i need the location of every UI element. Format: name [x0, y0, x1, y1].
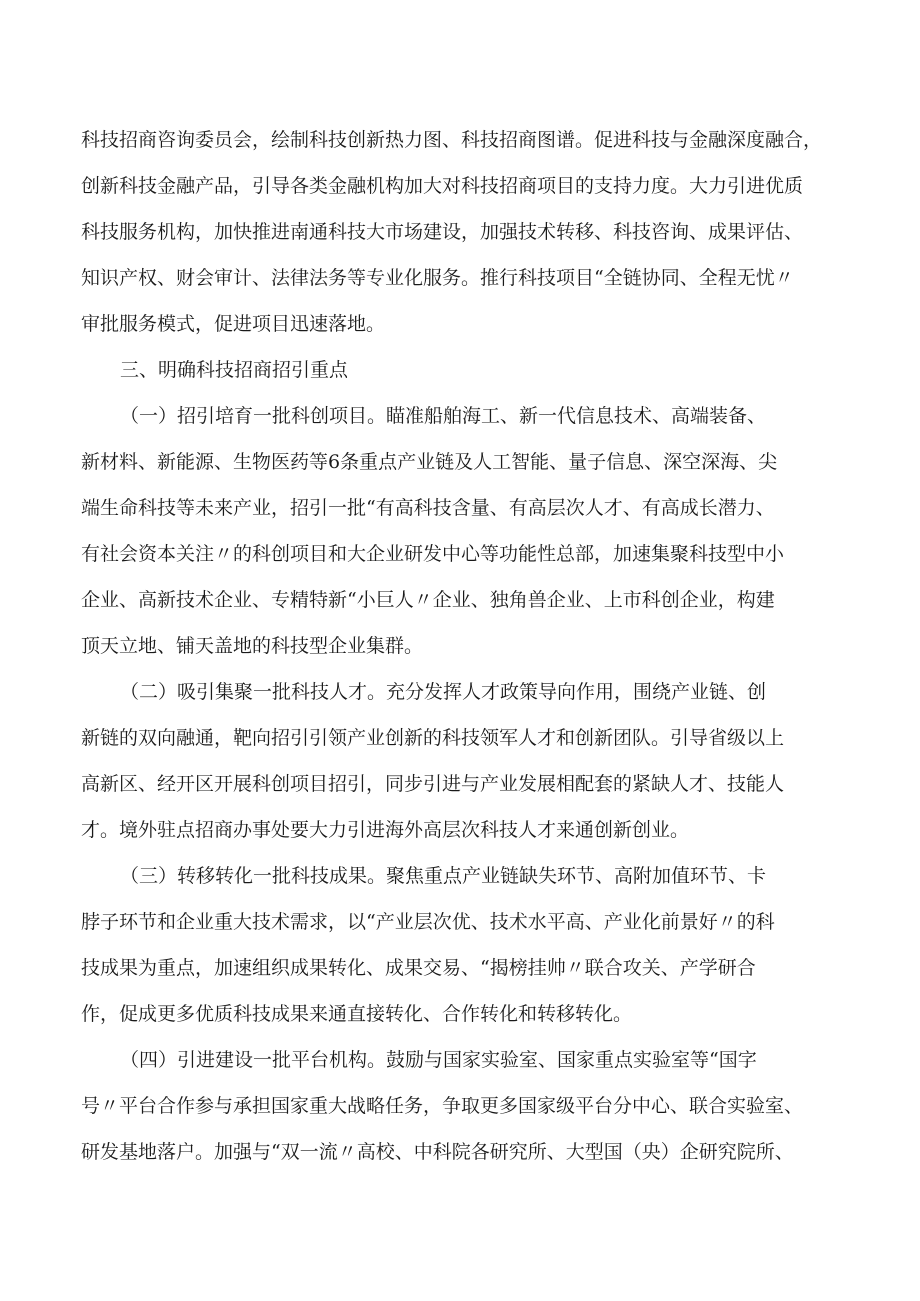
- text-line: 科技招商咨询委员会，绘制科技创新热力图、科技招商图谱。促进科技与金融深度融合，: [81, 129, 823, 151]
- section-heading: 三、明确科技招商招引重点: [120, 359, 349, 381]
- text-line: 研发基地落户。加强与“双一流〃高校、中科院各研究所、大型国（央）企研究院所、: [81, 1141, 794, 1163]
- text-line: 新材料、新能源、生物医药等6条重点产业链及人工智能、量子信息、深空深海、尖: [81, 451, 778, 473]
- text-line: 新链的双向融通，靶向招引引领产业创新的科技领军人才和创新团队。引导省级以上: [81, 727, 785, 749]
- text-line: 创新科技金融产品，引导各类金融机构加大对科技招商项目的支持力度。大力引进优质: [81, 175, 804, 197]
- text-line: 端生命科技等未来产业，招引一批“有高科技含量、有高层次人才、有高成长潜力、: [81, 497, 775, 519]
- text-line: 企业、高新技术企业、专精特新“小巨人〃企业、独角兽企业、上市科创企业，构建: [81, 589, 775, 611]
- paragraph-start-line: （四）引进建设一批平台机构。鼓励与国家实验室、国家重点实验室等“国字: [120, 1049, 757, 1071]
- text-line: 有社会资本关注〃的科创项目和大企业研发中心等功能性总部，加速集聚科技型中小: [81, 543, 785, 565]
- text-line: 号〃平台合作参与承担国家重大战略任务，争取更多国家级平台分中心、联合实验室、: [81, 1095, 804, 1117]
- text-line: 高新区、经开区开展科创项目招引，同步引进与产业发展相配套的紧缺人才、技能人: [81, 773, 785, 795]
- paragraph-start-line: （一）招引培育一批科创项目。瞄准船舶海工、新一代信息技术、高端装备、: [120, 405, 767, 427]
- text-line: 脖子环节和企业重大技术需求，以“产业层次优、技术水平高、产业化前景好〃的科: [81, 911, 775, 933]
- text-line: 顶天立地、铺天盖地的科技型企业集群。: [81, 635, 424, 657]
- text-line: 技成果为重点，加速组织成果转化、成果交易、“揭榜挂帅〃联合攻关、产学研合: [81, 957, 756, 979]
- text-line: 科技服务机构，加快推进南通科技大市场建设，加强技术转移、科技咨询、成果评估、: [81, 221, 804, 243]
- paragraph-start-line: （二）吸引集聚一批科技人才。充分发挥人才政策导向作用，围绕产业链、创: [120, 681, 767, 703]
- text-line: 作，促成更多优质科技成果来通直接转化、合作转化和转移转化。: [81, 1003, 633, 1025]
- paragraph-start-line: （三）转移转化一批科技成果。聚焦重点产业链缺失环节、高附加值环节、卡: [120, 865, 767, 887]
- text-line: 审批服务模式，促进项目迅速落地。: [81, 313, 386, 335]
- text-line: 才。境外驻点招商办事处要大力引进海外高层次科技人才来通创新创业。: [81, 819, 690, 841]
- text-line: 知识产权、财会审计、法律法务等专业化服务。推行科技项目“全链协同、全程无忧〃: [81, 267, 794, 289]
